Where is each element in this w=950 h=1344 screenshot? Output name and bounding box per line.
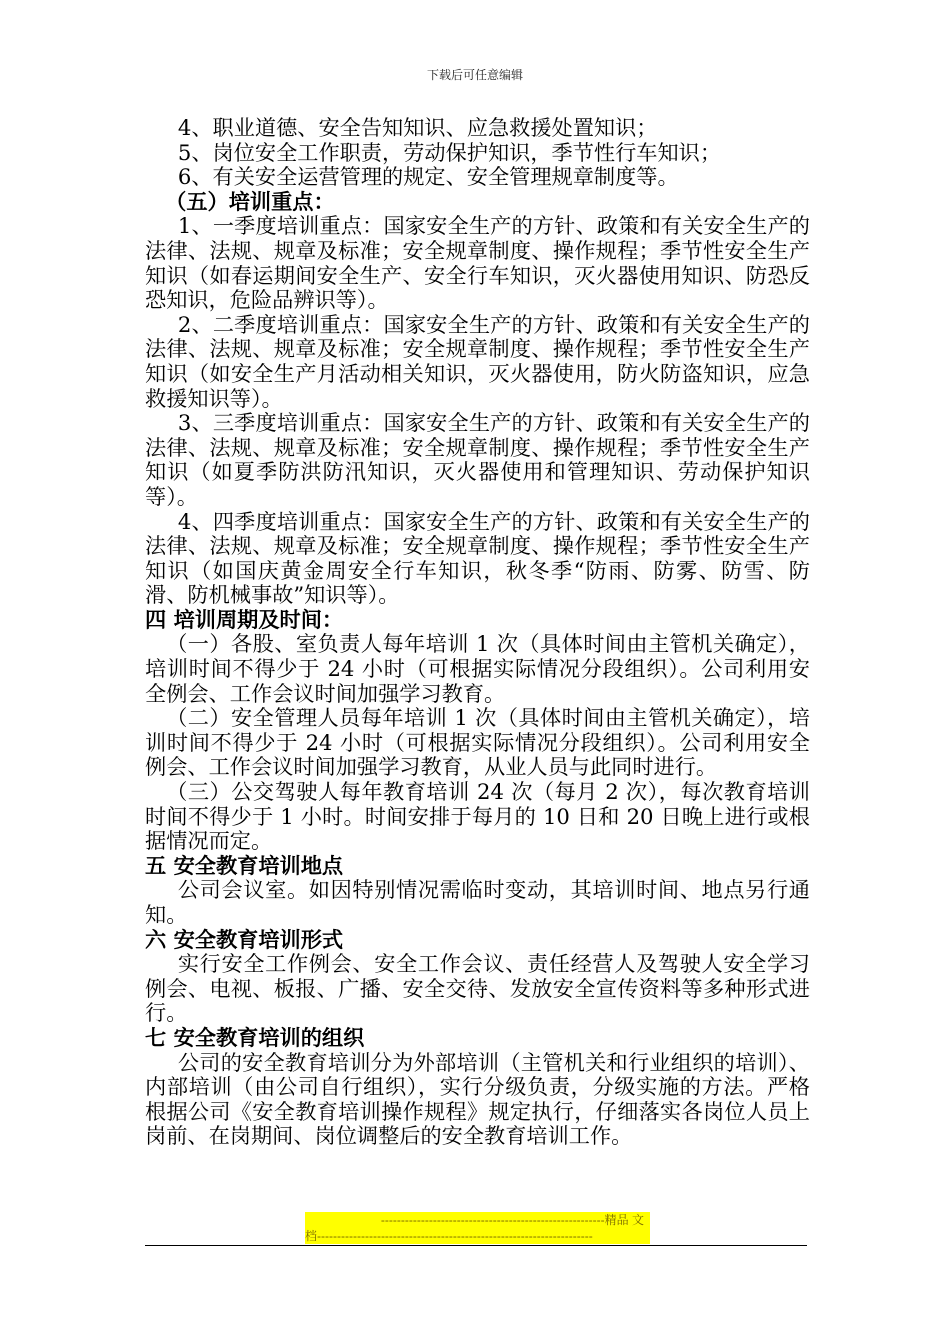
paragraph-location: 公司会议室。如因特别情况需临时变动，其培训时间、地点另行通知。 [145,877,810,927]
footer-line-2: 档--------------------------------------------------------------------- [305,1229,593,1243]
document-body [145,116,810,1149]
paragraph-q1-focus: 1、一季度培训重点：国家安全生产的方针、政策和有关安全生产的法律、法规、规章及标准；安全规章制度、操作规程；季节性安全生产知识（如春运期间安全生产、安全行车知识，灭火器使用知识、防恐反恐知识，危险品辨识等）。 [145,213,810,313]
subheading-training-focus: （五）培训重点： [165,188,335,214]
paragraph-organization: 公司的安全教育培训分为外部培训（主管机关和行业组织的培训）、内部培训（由公司自行组织），实行分级负责，分级实施的方法。严格根据公司《安全教育培训操作规程》规定执行，仔细落实各岗位人员上岗前、在岗期间、岗位调整后的安全教育培训工作。 [145,1049,810,1149]
paragraph-cycle-3: （三）公交驾驶人每年教育培训 24 次（每月 2 次），每次教育培训时间不得少于 1 小时。时间安排于每月的 10 日和 20 日晚上进行或根据情况而定。 [145,779,810,854]
footer-divider [145,1245,807,1246]
footer-line-1: --------------------------------------------------------精品 文 [380,1213,644,1227]
section-heading-cycle: 四 培训周期及时间： [145,606,344,632]
section-heading-format: 六 安全教育培训形式 [145,926,344,952]
paragraph-cycle-2: （二）安全管理人员每年培训 1 次（具体时间由主管机关确定），培训时间不得少于 24 小时（可根据实际情况分段组织）。公司利用安全例会、工作会议时间加强学习教育，从业人员与此同时进行。 [145,705,810,780]
footer-watermark [305,1212,650,1244]
section-heading-organization: 七 安全教育培训的组织 [145,1024,365,1050]
list-item: 5、岗位安全工作职责，劳动保护知识，季节性行车知识； [177,139,722,165]
list-item: 4、职业道德、安全告知知识、应急救援处置知识； [177,115,658,140]
page-header: 下载后可任意编辑 [426,68,523,82]
paragraph-format: 实行安全工作例会、安全工作会议、责任经营人及驾驶人安全学习例会、电视、板报、广播、安全交待、发放安全宣传资料等多种形式进行。 [145,951,810,1026]
paragraph-cycle-1: （一）各股、室负责人每年培训 1 次（具体时间由主管机关确定），培训时间不得少于 24 小时（可根据实际情况分段组织）。公司利用安全例会、工作会议时间加强学习教育。 [145,631,810,706]
paragraph-q4-focus: 4、四季度培训重点：国家安全生产的方针、政策和有关安全生产的法律、法规、规章及标准；安全规章制度、操作规程；季节性安全生产知识（如国庆黄金周安全行车知识，秋冬季“防雨、防雾、防雪、防滑、防机械事故”知识等）。 [145,508,810,608]
list-item: 6、有关安全运营管理的规定、安全管理规章制度等。 [177,164,679,190]
paragraph-q3-focus: 3、三季度培训重点：国家安全生产的方针、政策和有关安全生产的法律、法规、规章及标准；安全规章制度、操作规程；季节性安全生产知识（如夏季防洪防汛知识，灭火器使用和管理知识、劳动保护知识等）。 [145,410,810,509]
paragraph-q2-focus: 2、二季度培训重点：国家安全生产的方针、政策和有关安全生产的法律、法规、规章及标准；安全规章制度、操作规程；季节性安全生产知识（如安全生产月活动相关知识，灭火器使用，防火防盗知识，应急救援知识等）。 [145,311,810,411]
section-heading-location: 五 安全教育培训地点 [145,852,344,878]
